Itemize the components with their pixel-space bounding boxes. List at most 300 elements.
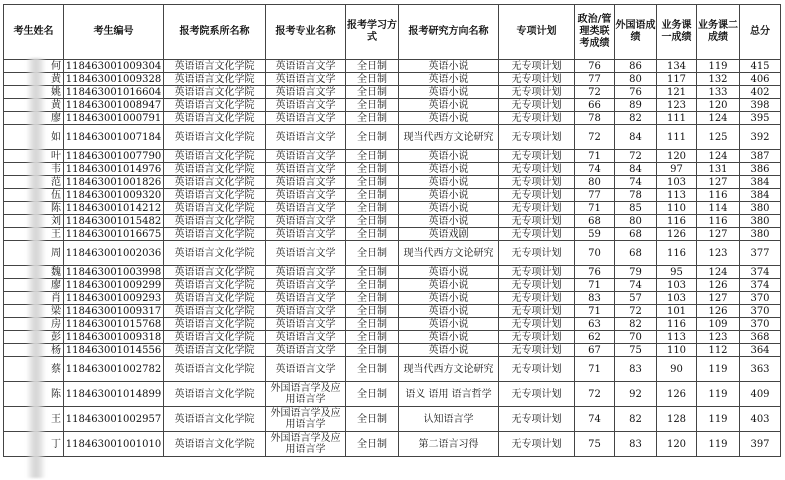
cell-mode: 全日制 [346,318,399,331]
cell-dept: 英语语言文化学院 [164,266,266,279]
cell-total: 402 [740,86,781,99]
cell-mode: 全日制 [346,228,399,241]
cell-politics: 76 [575,60,615,73]
cell-foreign: 78 [615,189,657,202]
table-row [4,112,781,125]
cell-id: 118463001009304 [64,60,164,73]
cell-mode: 全日制 [346,407,399,432]
cell-major: 英语语言文学 [266,292,346,305]
cell-course2: 124 [697,266,740,279]
cell-total: 395 [740,112,781,125]
cell-politics: 72 [575,125,615,150]
table-row [4,318,781,331]
cell-id: 118463001014976 [64,163,164,176]
cell-name: 周 [4,241,64,266]
cell-plan: 无专项计划 [499,189,575,202]
cell-name: 韦 [4,163,64,176]
table-row [4,407,781,432]
cell-mode: 全日制 [346,305,399,318]
cell-foreign: 80 [615,215,657,228]
cell-politics: 63 [575,318,615,331]
header-dept: 报考院系所名称 [164,5,266,60]
cell-foreign: 85 [615,202,657,215]
cell-plan: 无专项计划 [499,382,575,407]
cell-plan: 无专项计划 [499,150,575,163]
cell-total: 370 [740,292,781,305]
cell-course1: 95 [657,266,697,279]
cell-direction: 英语小说 [399,189,499,202]
cell-foreign: 70 [615,331,657,344]
cell-id: 118463001016675 [64,228,164,241]
cell-course2: 125 [697,125,740,150]
cell-direction: 英语小说 [399,176,499,189]
cell-foreign: 80 [615,73,657,86]
header-direction: 报考研究方向名称 [399,5,499,60]
cell-major: 英语语言文学 [266,318,346,331]
cell-course2: 109 [697,318,740,331]
cell-mode: 全日制 [346,86,399,99]
cell-dept: 英语语言文化学院 [164,382,266,407]
header-course2: 业务课二成绩 [697,5,740,60]
table-row [4,215,781,228]
header-total: 总分 [740,5,781,60]
cell-id: 118463001002957 [64,407,164,432]
cell-dept: 英语语言文化学院 [164,215,266,228]
cell-mode: 全日制 [346,357,399,382]
cell-dept: 英语语言文化学院 [164,228,266,241]
cell-direction: 英语小说 [399,112,499,125]
cell-total: 409 [740,382,781,407]
cell-major: 英语语言文学 [266,176,346,189]
cell-foreign: 72 [615,305,657,318]
cell-mode: 全日制 [346,344,399,357]
cell-direction: 英语小说 [399,305,499,318]
cell-major: 英语语言文学 [266,99,346,112]
cell-foreign: 76 [615,86,657,99]
cell-id: 118463001009317 [64,305,164,318]
cell-dept: 英语语言文化学院 [164,357,266,382]
cell-course2: 119 [697,407,740,432]
cell-total: 374 [740,266,781,279]
cell-major: 英语语言文学 [266,163,346,176]
cell-direction: 英语小说 [399,292,499,305]
cell-plan: 无专项计划 [499,228,575,241]
cell-foreign: 82 [615,407,657,432]
cell-course2: 123 [697,331,740,344]
cell-course1: 116 [657,318,697,331]
cell-dept: 英语语言文化学院 [164,279,266,292]
cell-plan: 无专项计划 [499,318,575,331]
cell-course2: 120 [697,99,740,112]
cell-course2: 126 [697,279,740,292]
cell-direction: 英语小说 [399,331,499,344]
cell-course1: 120 [657,432,697,457]
cell-politics: 83 [575,292,615,305]
cell-mode: 全日制 [346,266,399,279]
cell-dept: 英语语言文化学院 [164,99,266,112]
cell-foreign: 75 [615,344,657,357]
cell-course1: 110 [657,344,697,357]
cell-politics: 72 [575,86,615,99]
cell-course2: 124 [697,150,740,163]
cell-name: 黄 [4,73,64,86]
table-row [4,305,781,318]
cell-plan: 无专项计划 [499,202,575,215]
cell-direction: 英语小说 [399,318,499,331]
cell-direction: 英语小说 [399,60,499,73]
cell-mode: 全日制 [346,60,399,73]
cell-politics: 80 [575,176,615,189]
cell-direction: 语义 语用 语言哲学 [399,382,499,407]
cell-major: 英语语言文学 [266,357,346,382]
table-row [4,228,781,241]
cell-mode: 全日制 [346,292,399,305]
cell-total: 387 [740,150,781,163]
table-row [4,86,781,99]
cell-foreign: 68 [615,228,657,241]
cell-course1: 121 [657,86,697,99]
cell-major: 英语语言文学 [266,331,346,344]
cell-direction: 现当代西方文论研究 [399,125,499,150]
cell-major: 英语语言文学 [266,150,346,163]
cell-foreign: 89 [615,99,657,112]
cell-name: 廖 [4,112,64,125]
cell-major: 英语语言文学 [266,125,346,150]
cell-id: 118463001008947 [64,99,164,112]
table-row [4,266,781,279]
cell-plan: 无专项计划 [499,266,575,279]
cell-direction: 英语小说 [399,86,499,99]
header-mode: 报考学习方式 [346,5,399,60]
cell-plan: 无专项计划 [499,99,575,112]
cell-course1: 111 [657,125,697,150]
cell-mode: 全日制 [346,176,399,189]
cell-total: 386 [740,163,781,176]
cell-id: 118463001007790 [64,150,164,163]
cell-course2: 119 [697,432,740,457]
cell-total: 406 [740,73,781,86]
table-row [4,176,781,189]
cell-politics: 78 [575,112,615,125]
table-row [4,382,781,407]
cell-politics: 77 [575,189,615,202]
cell-foreign: 68 [615,241,657,266]
cell-plan: 无专项计划 [499,215,575,228]
cell-dept: 英语语言文化学院 [164,331,266,344]
header-course1: 业务课一成绩 [657,5,697,60]
table-body [4,60,781,457]
table-row [4,163,781,176]
cell-name: 陈 [4,202,64,215]
cell-dept: 英语语言文化学院 [164,125,266,150]
header-name: 考生姓名 [4,5,64,60]
cell-course1: 128 [657,407,697,432]
cell-total: 370 [740,318,781,331]
cell-dept: 英语语言文化学院 [164,176,266,189]
cell-name: 彭 [4,331,64,344]
table-row [4,331,781,344]
cell-plan: 无专项计划 [499,163,575,176]
table-row [4,150,781,163]
cell-course2: 133 [697,86,740,99]
cell-direction: 认知语言学 [399,407,499,432]
cell-course1: 101 [657,305,697,318]
cell-politics: 76 [575,266,615,279]
cell-dept: 英语语言文化学院 [164,432,266,457]
cell-major: 英语语言文学 [266,215,346,228]
cell-plan: 无专项计划 [499,331,575,344]
cell-dept: 英语语言文化学院 [164,163,266,176]
cell-dept: 英语语言文化学院 [164,202,266,215]
cell-id: 118463001001010 [64,432,164,457]
cell-course2: 119 [697,357,740,382]
cell-course2: 119 [697,382,740,407]
cell-dept: 英语语言文化学院 [164,112,266,125]
cell-course1: 103 [657,279,697,292]
cell-name: 房 [4,318,64,331]
cell-id: 118463001016604 [64,86,164,99]
cell-major: 英语语言文学 [266,86,346,99]
cell-total: 377 [740,241,781,266]
cell-mode: 全日制 [346,99,399,112]
cell-course1: 113 [657,189,697,202]
cell-course2: 116 [697,189,740,202]
cell-foreign: 74 [615,176,657,189]
cell-id: 118463001015482 [64,215,164,228]
cell-course1: 126 [657,382,697,407]
cell-name: 梁 [4,305,64,318]
cell-mode: 全日制 [346,112,399,125]
name-privacy-blur [26,58,46,478]
cell-mode: 全日制 [346,189,399,202]
cell-plan: 无专项计划 [499,125,575,150]
cell-dept: 英语语言文化学院 [164,189,266,202]
cell-major: 英语语言文学 [266,189,346,202]
cell-foreign: 82 [615,112,657,125]
cell-politics: 59 [575,228,615,241]
cell-politics: 71 [575,202,615,215]
cell-dept: 英语语言文化学院 [164,305,266,318]
cell-dept: 英语语言文化学院 [164,150,266,163]
cell-name: 王 [4,407,64,432]
cell-id: 118463001014899 [64,382,164,407]
cell-foreign: 79 [615,266,657,279]
cell-course1: 120 [657,150,697,163]
cell-mode: 全日制 [346,241,399,266]
cell-course1: 90 [657,357,697,382]
cell-name: 姚 [4,86,64,99]
cell-course1: 103 [657,176,697,189]
cell-direction: 英语戏剧 [399,228,499,241]
cell-dept: 英语语言文化学院 [164,318,266,331]
cell-mode: 全日制 [346,382,399,407]
cell-id: 118463001009299 [64,279,164,292]
cell-course2: 112 [697,344,740,357]
cell-course2: 127 [697,292,740,305]
header-id: 考生编号 [64,5,164,60]
cell-mode: 全日制 [346,202,399,215]
header-major: 报考专业名称 [266,5,346,60]
cell-major: 英语语言文学 [266,228,346,241]
cell-major: 外国语言学及应用语言学 [266,407,346,432]
cell-course2: 127 [697,228,740,241]
cell-total: 384 [740,176,781,189]
cell-name: 魏 [4,266,64,279]
cell-name: 肖 [4,292,64,305]
cell-course2: 131 [697,163,740,176]
cell-mode: 全日制 [346,215,399,228]
cell-major: 英语语言文学 [266,241,346,266]
cell-major: 英语语言文学 [266,305,346,318]
cell-major: 英语语言文学 [266,73,346,86]
cell-total: 370 [740,305,781,318]
cell-name: 刘 [4,215,64,228]
table-row [4,241,781,266]
cell-plan: 无专项计划 [499,279,575,292]
cell-politics: 75 [575,432,615,457]
cell-politics: 77 [575,73,615,86]
cell-politics: 71 [575,357,615,382]
cell-plan: 无专项计划 [499,305,575,318]
cell-name: 王 [4,228,64,241]
cell-direction: 第二语言习得 [399,432,499,457]
cell-course2: 124 [697,112,740,125]
cell-total: 380 [740,202,781,215]
cell-id: 118463001000791 [64,112,164,125]
header-plan: 专项计划 [499,5,575,60]
cell-major: 英语语言文学 [266,112,346,125]
cell-name: 陈 [4,382,64,407]
cell-plan: 无专项计划 [499,73,575,86]
cell-name: 范 [4,176,64,189]
cell-mode: 全日制 [346,432,399,457]
cell-name: 丁 [4,432,64,457]
cell-dept: 英语语言文化学院 [164,292,266,305]
cell-direction: 英语小说 [399,163,499,176]
cell-total: 380 [740,215,781,228]
cell-direction: 英语小说 [399,266,499,279]
cell-total: 380 [740,228,781,241]
cell-dept: 英语语言文化学院 [164,344,266,357]
cell-course1: 113 [657,331,697,344]
cell-politics: 71 [575,150,615,163]
cell-total: 397 [740,432,781,457]
table-row [4,202,781,215]
cell-major: 外国语言学及应用语言学 [266,432,346,457]
cell-foreign: 86 [615,60,657,73]
cell-total: 392 [740,125,781,150]
cell-total: 403 [740,407,781,432]
table-row [4,99,781,112]
cell-course2: 114 [697,202,740,215]
cell-plan: 无专项计划 [499,241,575,266]
cell-id: 118463001002782 [64,357,164,382]
cell-direction: 现当代西方文论研究 [399,357,499,382]
cell-course1: 110 [657,202,697,215]
cell-foreign: 92 [615,382,657,407]
cell-id: 118463001014556 [64,344,164,357]
header-row [4,5,781,60]
cell-course2: 126 [697,305,740,318]
cell-course1: 134 [657,60,697,73]
cell-politics: 74 [575,163,615,176]
cell-direction: 英语小说 [399,202,499,215]
cell-total: 363 [740,357,781,382]
cell-major: 英语语言文学 [266,344,346,357]
cell-name: 蔡 [4,357,64,382]
cell-course1: 126 [657,228,697,241]
cell-course1: 123 [657,99,697,112]
cell-dept: 英语语言文化学院 [164,86,266,99]
cell-mode: 全日制 [346,150,399,163]
cell-course2: 127 [697,176,740,189]
cell-dept: 英语语言文化学院 [164,407,266,432]
cell-foreign: 74 [615,279,657,292]
cell-plan: 无专项计划 [499,112,575,125]
cell-id: 118463001009293 [64,292,164,305]
cell-politics: 74 [575,407,615,432]
cell-plan: 无专项计划 [499,86,575,99]
cell-name: 如 [4,125,64,150]
cell-course2: 116 [697,215,740,228]
cell-id: 118463001009318 [64,331,164,344]
cell-total: 364 [740,344,781,357]
table-row [4,73,781,86]
admission-score-table [3,4,781,457]
cell-course2: 123 [697,241,740,266]
cell-mode: 全日制 [346,73,399,86]
cell-mode: 全日制 [346,279,399,292]
table-row [4,357,781,382]
cell-id: 118463001003998 [64,266,164,279]
cell-politics: 62 [575,331,615,344]
table-row [4,292,781,305]
cell-direction: 英语小说 [399,99,499,112]
table-row [4,344,781,357]
cell-id: 118463001009328 [64,73,164,86]
cell-direction: 现当代西方文论研究 [399,241,499,266]
table-row [4,125,781,150]
cell-politics: 70 [575,241,615,266]
cell-name: 黄 [4,99,64,112]
table-row [4,432,781,457]
cell-foreign: 83 [615,432,657,457]
cell-total: 384 [740,189,781,202]
cell-foreign: 83 [615,357,657,382]
cell-id: 118463001007184 [64,125,164,150]
cell-direction: 英语小说 [399,150,499,163]
cell-total: 398 [740,99,781,112]
cell-mode: 全日制 [346,125,399,150]
cell-plan: 无专项计划 [499,176,575,189]
cell-politics: 66 [575,99,615,112]
cell-foreign: 82 [615,318,657,331]
cell-name: 叶 [4,150,64,163]
cell-course1: 116 [657,215,697,228]
cell-politics: 72 [575,382,615,407]
cell-plan: 无专项计划 [499,432,575,457]
cell-name: 杨 [4,344,64,357]
cell-name: 伍 [4,189,64,202]
cell-name: 廖 [4,279,64,292]
cell-plan: 无专项计划 [499,407,575,432]
cell-id: 118463001009320 [64,189,164,202]
cell-course1: 103 [657,292,697,305]
cell-total: 368 [740,331,781,344]
cell-direction: 英语小说 [399,215,499,228]
cell-politics: 68 [575,215,615,228]
cell-dept: 英语语言文化学院 [164,60,266,73]
